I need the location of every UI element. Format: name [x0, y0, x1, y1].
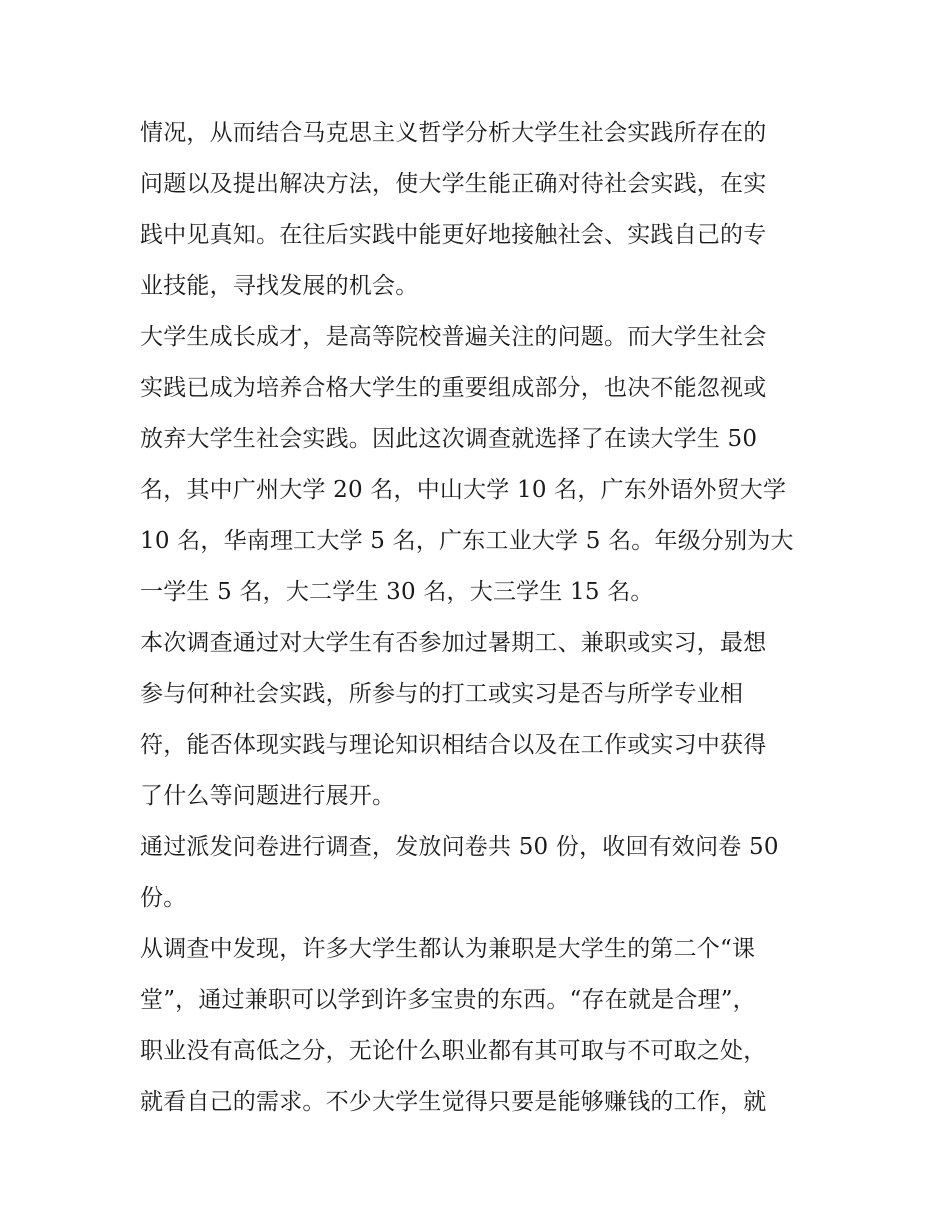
- text-line: 践中见真知。在往后实践中能更好地接触社会、实践自己的专: [140, 222, 767, 248]
- text-line: 10 名，华南理工大学 5 名，广东工业大学 5 名。年级分别为大: [140, 528, 794, 554]
- document-body: [140, 108, 812, 1128]
- text-line: 份。: [140, 885, 187, 911]
- text-line: 本次调查通过对大学生有否参加过暑期工、兼职或实习，最想: [140, 630, 767, 656]
- text-line: 就看自己的需求。不少大学生觉得只要是能够赚钱的工作，就: [140, 1089, 767, 1115]
- text-line: 通过派发问卷进行调查，发放问卷共 50 份，收回有效问卷 50: [140, 834, 779, 860]
- text-line: 放弃大学生社会实践。因此这次调查就选择了在读大学生 50: [140, 426, 758, 452]
- text-line: 了什么等问题进行展开。: [140, 783, 396, 809]
- text-line: 实践已成为培养合格大学生的重要组成部分，也决不能忽视或: [140, 375, 767, 401]
- text-line: 大学生成长成才，是高等院校普遍关注的问题。而大学生社会: [140, 324, 767, 350]
- text-line: 情况，从而结合马克思主义哲学分析大学生社会实践所存在的: [140, 120, 767, 146]
- text-line: 名，其中广州大学 20 名，中山大学 10 名，广东外语外贸大学: [140, 477, 787, 503]
- text-line: 一学生 5 名，大二学生 30 名，大三学生 15 名。: [140, 579, 654, 605]
- text-line: 从调查中发现，许多大学生都认为兼职是大学生的第二个“课: [140, 936, 756, 962]
- text-line: 符，能否体现实践与理论知识相结合以及在工作或实习中获得: [140, 732, 767, 758]
- text-line: 职业没有高低之分，无论什么职业都有其可取与不可取之处，: [140, 1038, 767, 1064]
- text-line: 参与何种社会实践，所参与的打工或实习是否与所学专业相: [140, 681, 744, 707]
- text-line: 问题以及提出解决方法，使大学生能正确对待社会实践，在实: [140, 171, 767, 197]
- text-line: 业技能，寻找发展的机会。: [140, 273, 419, 299]
- text-line: 堂”，通过兼职可以学到许多宝贵的东西。“存在就是合理”，: [140, 987, 756, 1013]
